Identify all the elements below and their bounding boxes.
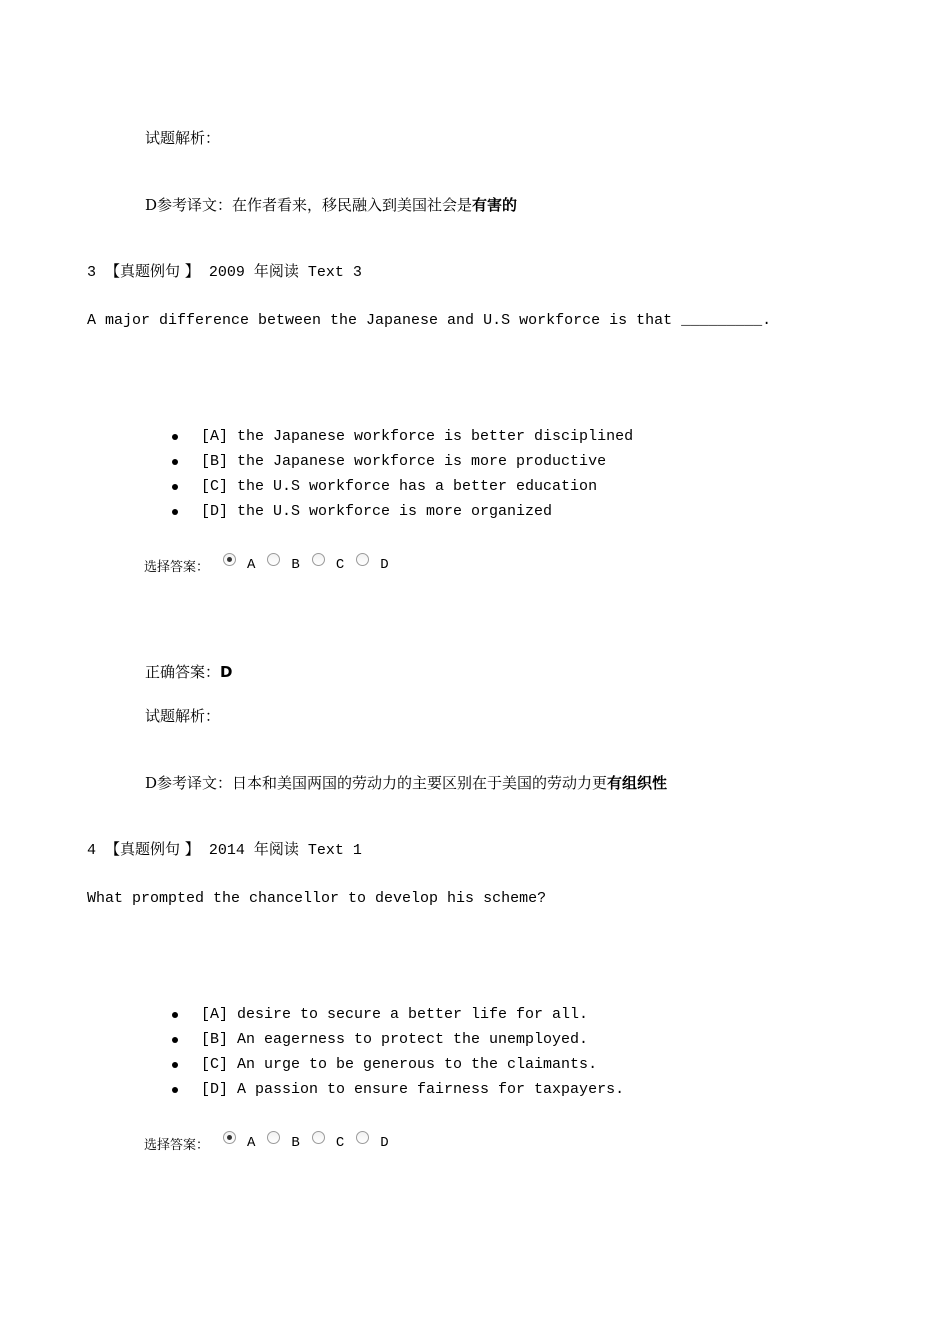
analysis-label: 试题解析： (145, 129, 221, 147)
question-text: What prompted the chancellor to develop his scheme? (87, 890, 547, 907)
list-item (170, 502, 633, 527)
question-header (87, 839, 362, 861)
option-text: [C] the U.S workforce has a better education (201, 478, 598, 495)
list-item (170, 427, 633, 452)
question-tag: 【真题例句 】 (105, 840, 200, 858)
translation (145, 195, 517, 215)
answer-label: 选择答案： (144, 559, 210, 575)
option-text: [D] the U.S workforce is more organized (201, 503, 553, 520)
answer-label: 选择答案： (144, 1137, 210, 1153)
bullet-icon (172, 434, 178, 440)
radio-c[interactable] (312, 553, 325, 566)
question-source: 2014 年阅读 Text 1 (208, 842, 362, 859)
question-number: 3 (87, 264, 97, 281)
list-item (170, 452, 633, 477)
bullet-icon (172, 1037, 178, 1043)
option-list (170, 427, 633, 527)
choice-label-b: B (291, 1135, 300, 1151)
radio-d[interactable] (356, 1131, 369, 1144)
bullet-icon (172, 1062, 178, 1068)
option-text: [C] An urge to be generous to the claimants. (201, 1056, 598, 1073)
list-item (170, 1005, 624, 1030)
analysis-label: 试题解析： (145, 707, 221, 725)
radio-c[interactable] (312, 1131, 325, 1144)
answer-selector (144, 1130, 401, 1156)
question-number: 4 (87, 842, 97, 859)
list-item (170, 1055, 624, 1080)
correct-answer (145, 662, 232, 682)
choice-label-a: A (247, 557, 256, 573)
bullet-icon (172, 509, 178, 515)
choice-label-a: A (247, 1135, 256, 1151)
option-text: [A] the Japanese workforce is better disciplined (201, 428, 634, 445)
list-item (170, 1080, 624, 1105)
radio-a[interactable] (223, 1131, 236, 1144)
question-tag: 【真题例句 】 (105, 262, 200, 280)
translation (145, 773, 667, 793)
bullet-icon (172, 1012, 178, 1018)
radio-b[interactable] (267, 1131, 280, 1144)
radio-d[interactable] (356, 553, 369, 566)
correct-answer-value: D (220, 663, 233, 681)
correct-answer-label: 正确答案： (145, 663, 221, 681)
radio-a[interactable] (223, 553, 236, 566)
answer-selector (144, 552, 401, 578)
translation-text: D参考译文：日本和美国两国的劳动力的主要区别在于美国的劳动力更 (145, 774, 608, 792)
choice-label-c: C (335, 1135, 345, 1151)
radio-b[interactable] (267, 553, 280, 566)
option-list (170, 1005, 624, 1105)
option-text: [A] desire to secure a better life for all. (201, 1006, 589, 1023)
choice-label-b: B (291, 557, 300, 573)
list-item (170, 477, 633, 502)
translation-bold: 有组织性 (607, 774, 668, 792)
choice-label-d: D (380, 1135, 389, 1151)
option-text: [D] A passion to ensure fairness for taxpayers. (201, 1081, 625, 1098)
bullet-icon (172, 459, 178, 465)
translation-bold: 有害的 (472, 196, 518, 214)
question-text: A major difference between the Japanese and U.S workforce is that _________. (87, 312, 772, 329)
bullet-icon (172, 1087, 178, 1093)
translation-text: D参考译文：在作者看来，移民融入到美国社会是 (145, 196, 473, 214)
list-item (170, 1030, 624, 1055)
choice-label-c: C (335, 557, 345, 573)
question-header (87, 261, 362, 283)
question-source: 2009 年阅读 Text 3 (208, 264, 362, 281)
bullet-icon (172, 484, 178, 490)
option-text: [B] the Japanese workforce is more productive (201, 453, 607, 470)
option-text: [B] An eagerness to protect the unemployed. (201, 1031, 589, 1048)
choice-label-d: D (380, 557, 389, 573)
